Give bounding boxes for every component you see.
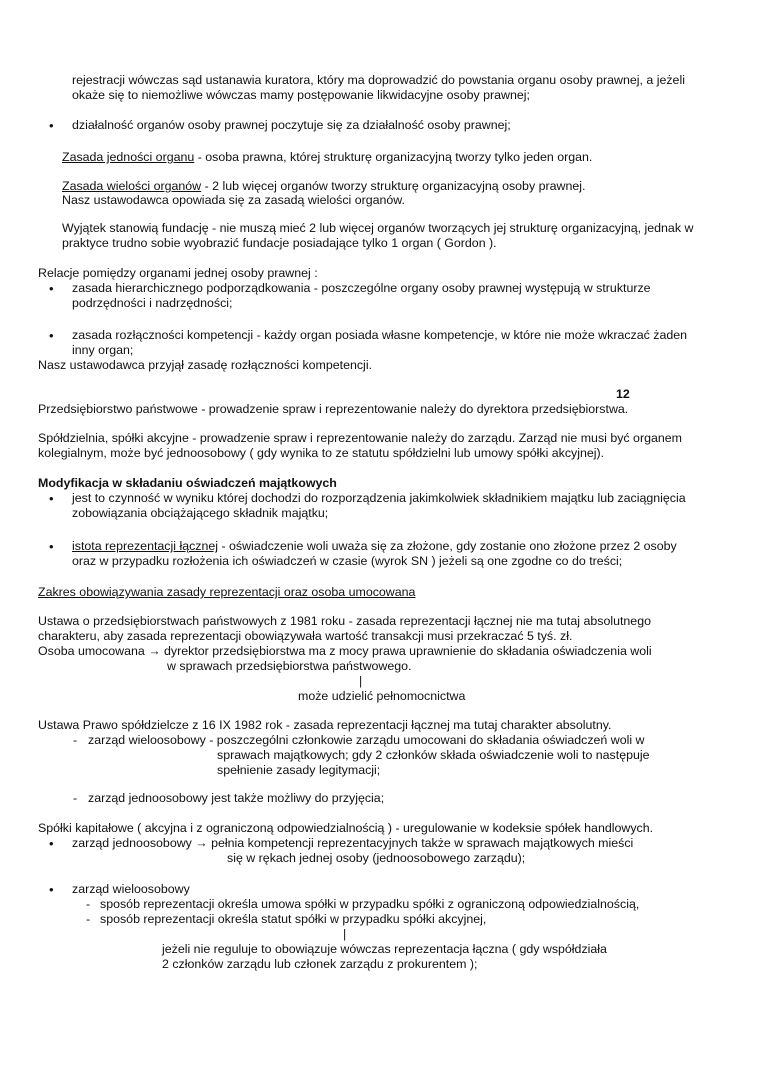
dash-icon: -: [73, 733, 78, 747]
definition-text: - 2 lub więcej organów tworzy strukturę organizacyjną osoby prawnej.: [201, 179, 586, 193]
text-line: Relacje pomiędzy organami jednej osoby prawnej :: [38, 266, 318, 280]
definition-unity: [62, 150, 592, 165]
text-line: zasada hierarchicznego podporządkowania - poszczególne organy osoby prawnej występują w strukturze: [72, 281, 651, 295]
page-number: 12: [616, 387, 630, 401]
text-line: się w rękach jednej osoby (jednoosobowego zarządu);: [227, 851, 526, 865]
text-line: spełnienie zasady legitymacji;: [217, 763, 381, 777]
text-line: Spółki kapitałowe ( akcyjna i z ograniczoną odpowiedzialnością ) - uregulowanie w kodeksie spółek handlowych.: [38, 821, 654, 835]
bullet-icon: •: [49, 281, 54, 296]
bullet-icon: •: [49, 118, 54, 133]
text-line: jeżeli nie reguluje to obowiązuje wówczas reprezentacja łączna ( gdy współdziała: [162, 942, 607, 956]
text-line: 2 członków zarządu lub członek zarządu z prokurentem );: [162, 957, 478, 971]
text-line: zasada rozłączności kompetencji - każdy organ posiada własne kompetencje, w które nie może wkraczać żaden: [72, 328, 688, 342]
text-line: rejestracji wówczas sąd ustanawia kuratora, który ma doprowadzić do powstania organu osoby prawnej, a jeżeli: [72, 73, 685, 87]
text-line: Nasz ustawodawca opowiada się za zasadą wielości organów.: [62, 193, 405, 207]
definition-text: - osoba prawna, której strukturę organizacyjną tworzy tylko jeden organ.: [194, 150, 593, 164]
connector-bar: |: [343, 927, 347, 941]
dash-icon: -: [86, 897, 91, 911]
text-line: jest to czynność w wyniku której dochodzi do rozporządzenia jakimkolwiek składnikiem majątku lub zaciągnięcia: [72, 491, 686, 505]
text-line: sposób reprezentacji określa statut spółki w przypadku spółki akcyjnej,: [100, 912, 487, 926]
dash-icon: -: [73, 791, 78, 805]
text-line: zarząd wieloosobowy - poszczególni członkowie zarządu umocowani do składania oświadczeń woli w: [88, 733, 645, 747]
term: Zasada jedności organu: [62, 150, 195, 164]
text-line: w sprawach przedsiębiorstwa państwowego.: [167, 659, 412, 673]
text-line: Ustawa Prawo spółdzielcze z 16 IX 1982 rok - zasada reprezentacji łącznej ma tutaj charakter absolutny.: [38, 718, 612, 732]
term: istota reprezentacji łącznej: [72, 539, 219, 553]
definition-text: - oświadczenie woli uważa się za złożone, gdy zostanie ono złożone przez 2 osoby: [218, 539, 677, 553]
definition-joint: [72, 539, 677, 554]
bullet-icon: •: [49, 836, 54, 851]
text-line: Wyjątek stanowią fundację - nie muszą mieć 2 lub więcej organów tworzących jej strukturę organizacyjną, jednak w: [62, 221, 694, 235]
text-line: charakteru, aby zasada reprezentacji obowiązywała wartość transakcji musi przekraczać 5 tyś. zł.: [38, 629, 573, 643]
text-line: podrzędności i nadrzędności;: [72, 296, 233, 310]
text-line: Spółdzielnia, spółki akcyjne - prowadzenie spraw i reprezentowanie należy do zarządu. Zarząd nie musi być organem: [38, 431, 682, 445]
text-line: sposób reprezentacji określa umowa spółki w przypadku spółki z ograniczoną odpowiedzialnością,: [100, 897, 640, 911]
text-line: zobowiązania obciążającego składnik majątku;: [72, 506, 329, 520]
text-line: praktyce trudno sobie wyobrazić fundacje posiadające tylko 1 organ ( Gordon ).: [62, 236, 497, 250]
text-line: kolegialnym, może być jednoosobowy ( gdy wynika to ze statutu spółdzielni lub umowy spółki akcyjnej).: [38, 446, 605, 460]
bullet-icon: •: [49, 328, 54, 343]
text-line: sprawach majątkowych; gdy 2 członków składa oświadczenie woli to następuje: [217, 748, 650, 762]
section-heading: Modyfikacja w składaniu oświadczeń majątkowych: [38, 476, 337, 490]
text-line: może udzielić pełnomocnictwa: [298, 689, 466, 703]
definition-plurality: [62, 179, 585, 194]
text-line: Nasz ustawodawca przyjął zasadę rozłączności kompetencji.: [38, 358, 373, 372]
text-line: inny organ;: [72, 343, 134, 357]
text-line: Osoba umocowana → dyrektor przedsiębiorstwa ma z mocy prawa uprawnienie do składania oświadczenia woli: [38, 644, 652, 658]
text-line: oraz w przypadku rozłożenia ich oświadczeń w czasie (wyrok SN ) jeżeli są one zgodne co do treści;: [72, 554, 623, 568]
text-line: zarząd wieloosobowy: [72, 882, 190, 896]
connector-bar: |: [359, 674, 363, 688]
text-line: Przedsiębiorstwo państwowe - prowadzenie spraw i reprezentowanie należy do dyrektora przedsiębiorstwa.: [38, 402, 629, 416]
text-line: Ustawa o przedsiębiorstwach państwowych z 1981 roku - zasada reprezentacji łącznej nie ma tutaj absolutnego: [38, 614, 651, 628]
text-line: zarząd jednoosobowy → pełnia kompetencji reprezentacyjnych także w sprawach majątkowych mieści: [72, 836, 634, 850]
text-line: okaże się to niemożliwe wówczas mamy postępowanie likwidacyjne osoby prawnej;: [72, 88, 530, 102]
dash-icon: -: [86, 912, 91, 926]
bullet-icon: •: [49, 539, 54, 554]
bullet-icon: •: [49, 491, 54, 506]
term: Zasada wielości organów: [62, 179, 202, 193]
text-line: działalność organów osoby prawnej poczytuje się za działalność osoby prawnej;: [72, 118, 511, 132]
text-line: zarząd jednoosobowy jest także możliwy do przyjęcia;: [88, 791, 385, 805]
bullet-icon: •: [49, 882, 54, 897]
section-heading: Zakres obowiązywania zasady reprezentacji oraz osoba umocowana: [38, 585, 416, 599]
